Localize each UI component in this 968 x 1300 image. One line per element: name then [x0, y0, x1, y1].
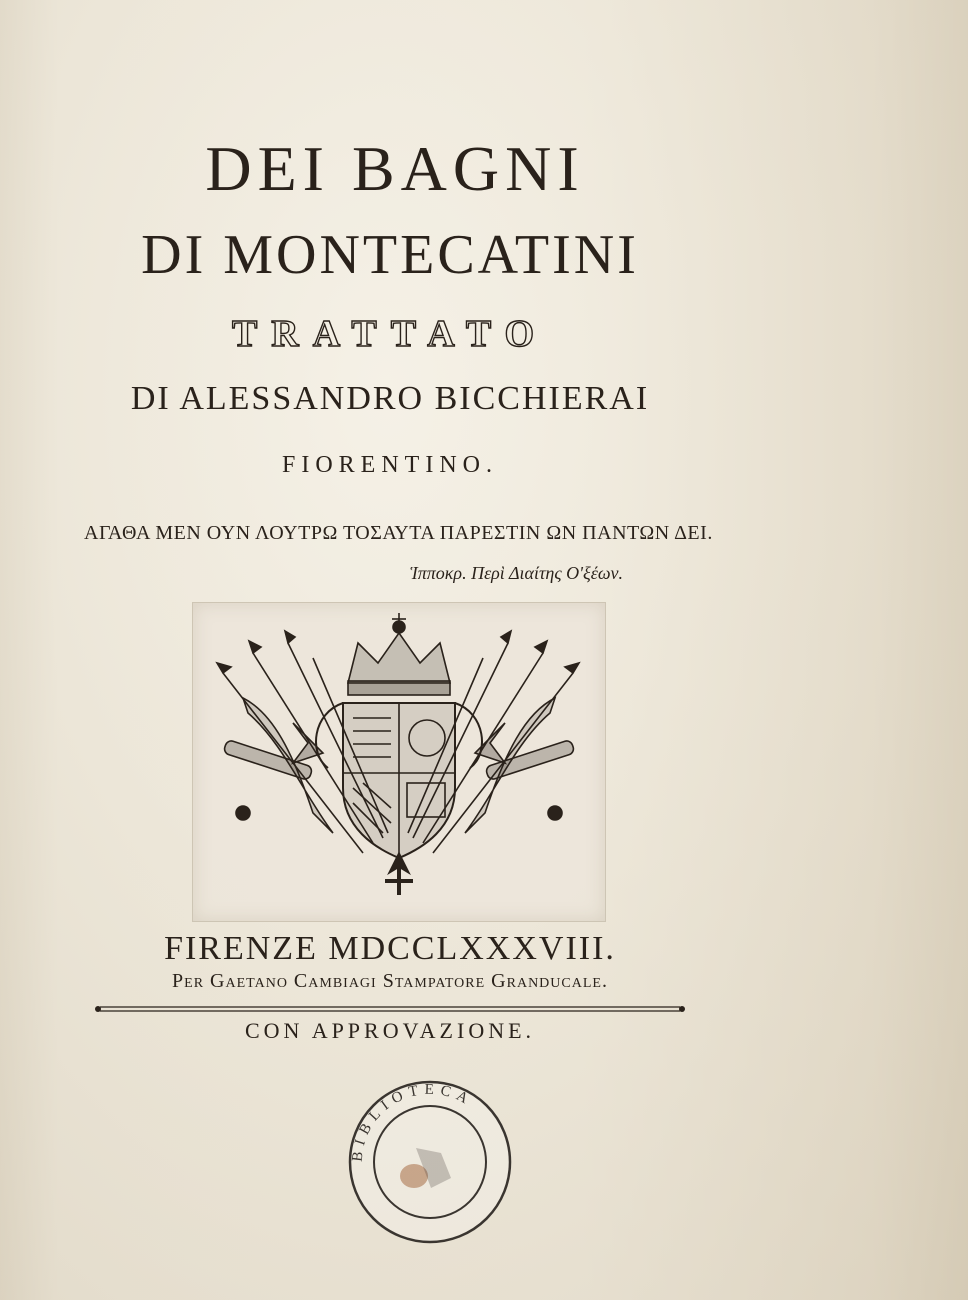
stamp-text: BIBLIOTECA: [349, 1081, 476, 1163]
subtitle: TRATTATO: [231, 313, 549, 355]
title-line-1: DEI BAGNI: [205, 133, 585, 204]
ornamental-rule: [90, 1002, 690, 1016]
library-stamp-icon: [346, 1078, 514, 1246]
approval-line: CON APPROVAZIONE.: [244, 1018, 536, 1043]
coat-of-arms-icon: [193, 603, 605, 921]
engraved-plate: [192, 602, 606, 922]
epigraph-citation: Ἱπποκρ. Περὶ Διαίτης Ο'ξέων.: [410, 563, 624, 583]
imprint-place-date: FIRENZE MDCCLXXXVIII.: [164, 930, 616, 967]
author-line: DI ALESSANDRO BICCHIERAI: [130, 380, 650, 417]
imprint-printer: Per Gaetano Cambiagi Stampatore Granducale.: [172, 970, 608, 992]
epigraph: ΑΓΑΘΑ ΜΕΝ ΟΥΝ ΛΟΥΤΡΩ ΤΟΣΑΥΤΑ ΠΑΡΕΣΤΙΝ ΩΝ ΠΑΝΤΩΝ ΔΕΙ.: [84, 522, 713, 544]
author-origin: FIORENTINO.: [282, 452, 498, 478]
title-line-2: DI MONTECATINI: [141, 224, 639, 286]
